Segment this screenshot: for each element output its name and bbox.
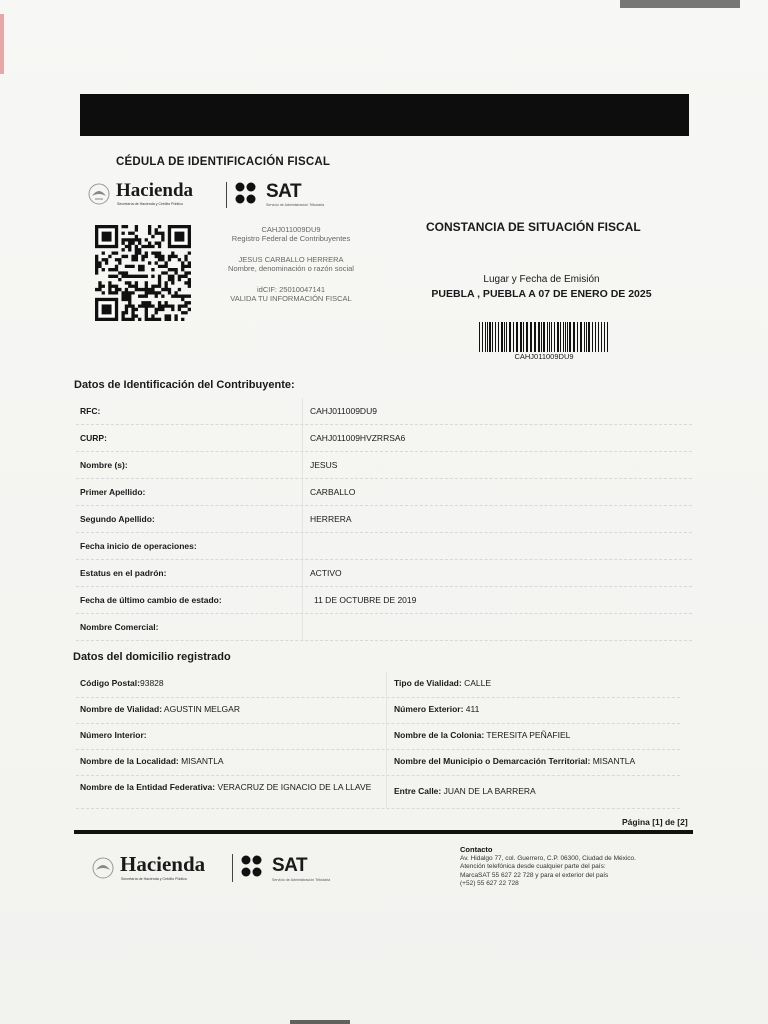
id-column [216, 225, 366, 311]
cell-value: CALLE [461, 678, 491, 688]
row-value: HERRERA [310, 514, 352, 524]
lugar-label: Lugar y Fecha de Emisión [483, 274, 600, 285]
identificacion-table [76, 398, 692, 641]
domicilio-left-cell [80, 730, 384, 740]
rfc-caption: Registro Federal de Contribuyentes [231, 234, 351, 243]
table-row [76, 672, 680, 698]
domicilio-right-cell [394, 756, 680, 766]
sat-logo-subtitle: Servicio de Administración Tributaria [266, 203, 325, 207]
domicilio-right-cell [394, 678, 680, 688]
domicilio-title: Datos del domicilio registrado [73, 651, 231, 663]
cell-value: JUAN DE LA BARRERA [441, 786, 536, 796]
hacienda-logo: Hacienda [116, 180, 194, 201]
contact-line: Atención telefónica desde cualquier parte del país: [460, 863, 606, 870]
cell-label: Número Interior: [80, 730, 147, 740]
cell-label: Nombre de la Localidad: [80, 756, 179, 766]
table-row [76, 533, 692, 560]
sat-dots-icon [234, 182, 262, 206]
cell-label: Nombre del Municipio o Demarcación Territorial: [394, 756, 591, 766]
table-row [76, 452, 692, 479]
barcode-text: CAHJ011009DU9 [514, 352, 574, 361]
header-logos [86, 180, 366, 210]
scan-mark [0, 14, 4, 74]
page-number: Página [1] de [2] [622, 817, 688, 827]
row-value: CAHJ011009DU9 [310, 406, 377, 416]
table-row [76, 724, 680, 750]
row-label: Nombre (s): [80, 460, 128, 470]
table-row [76, 560, 692, 587]
constancia-title: CONSTANCIA DE SITUACIÓN FISCAL [426, 220, 641, 234]
table-row [76, 398, 692, 425]
contact-line: MarcaSAT 55 627 22 728 y para el exterior del país [460, 871, 609, 879]
sat-logo: SAT [266, 181, 302, 202]
footer-logos [90, 852, 390, 884]
row-value: CARBALLO [310, 487, 356, 497]
cell-value: MISANTLA [178, 756, 224, 766]
header-black-bar [80, 94, 689, 136]
row-label: Fecha inicio de operaciones: [80, 541, 197, 551]
eagle-seal-icon [86, 182, 112, 206]
table-row [76, 587, 692, 614]
row-value: JESUS [310, 460, 338, 470]
row-label: CURP: [80, 433, 107, 443]
hacienda-logo-subtitle: Secretaría de Hacienda y Crédito Público [117, 202, 183, 206]
cell-label: Nombre de la Colonia: [394, 730, 485, 740]
hacienda-logo-subtitle: Secretaría de Hacienda y Crédito Público [121, 877, 187, 881]
taxpayer-name: JESUS CARBALLO HERRERA [238, 255, 344, 264]
row-value: CAHJ011009HVZRRSA6 [310, 433, 406, 443]
sat-logo-subtitle: Servicio de Administración Tributaria [272, 878, 331, 882]
barcode-icon [478, 322, 610, 352]
table-row [76, 776, 680, 809]
logo-divider [226, 182, 227, 208]
row-label: Estatus en el padrón: [80, 568, 167, 578]
cell-value: TERESITA PEÑAFIEL [484, 730, 571, 740]
rfc-code: CAHJ011009DU9 [261, 225, 321, 234]
cell-label: Código Postal: [80, 678, 140, 688]
domicilio-left-cell [80, 704, 384, 714]
contact-line: Av. Hidalgo 77, col. Guerrero, C.P. 06300, Ciudad de México. [460, 854, 636, 862]
sat-dots-icon [240, 855, 268, 879]
cell-label: Tipo de Vialidad: [394, 678, 462, 688]
cell-label: Número Exterior: [394, 704, 464, 714]
cell-label: Nombre de la Entidad Federativa: [80, 782, 216, 792]
cell-label: Entre Calle: [394, 786, 442, 796]
domicilio-right-cell [394, 730, 680, 740]
hacienda-logo: Hacienda [120, 852, 206, 876]
table-row [76, 614, 692, 641]
row-label: RFC: [80, 406, 101, 416]
domicilio-left-cell [80, 756, 384, 766]
sat-logo: SAT [272, 855, 308, 876]
valida-text: VALIDA TU INFORMACIÓN FISCAL [230, 294, 352, 303]
cell-label: Nombre de Vialidad: [80, 704, 163, 714]
footer-rule [74, 830, 693, 834]
table-row [76, 506, 692, 533]
lugar-value: PUEBLA , PUEBLA A 07 DE ENERO DE 2025 [431, 288, 652, 300]
domicilio-right-cell [394, 786, 680, 796]
identificacion-title: Datos de Identificación del Contribuyente: [74, 379, 295, 391]
contact-line: (+52) 55 627 22 728 [460, 880, 519, 887]
cell-value: 93828 [139, 678, 164, 688]
scan-mark [620, 0, 740, 8]
idcif: idCIF: 25010047141 [257, 285, 325, 294]
contact-title: Contacto [460, 845, 493, 854]
domicilio-left-cell [80, 782, 384, 792]
row-value: 11 DE OCTUBRE DE 2019 [314, 595, 417, 605]
table-row [76, 698, 680, 724]
cedula-section [80, 150, 368, 350]
name-caption: Nombre, denominación o razón social [228, 264, 354, 273]
cedula-title: CÉDULA DE IDENTIFICACIÓN FISCAL [116, 156, 331, 168]
domicilio-right-cell [394, 704, 680, 714]
table-row [76, 425, 692, 452]
logo-divider [232, 854, 233, 882]
row-label: Nombre Comercial: [80, 622, 159, 632]
table-row [76, 750, 680, 776]
domicilio-table [76, 672, 680, 809]
scan-mark [290, 1020, 350, 1024]
cell-value: 411 [463, 704, 480, 714]
domicilio-left-cell [80, 678, 384, 688]
row-label: Primer Apellido: [80, 487, 146, 497]
table-row [76, 479, 692, 506]
row-label: Fecha de último cambio de estado: [80, 595, 222, 605]
contact-block [460, 846, 692, 889]
cell-value: VERACRUZ DE IGNACIO DE LA LLAVE [215, 782, 372, 792]
cell-value: AGUSTIN MELGAR [162, 704, 240, 714]
eagle-seal-icon [90, 856, 116, 880]
row-label: Segundo Apellido: [80, 514, 155, 524]
row-value: ACTIVO [310, 568, 342, 578]
qr-code-icon[interactable] [95, 225, 191, 321]
cell-value: MISANTLA [590, 756, 636, 766]
